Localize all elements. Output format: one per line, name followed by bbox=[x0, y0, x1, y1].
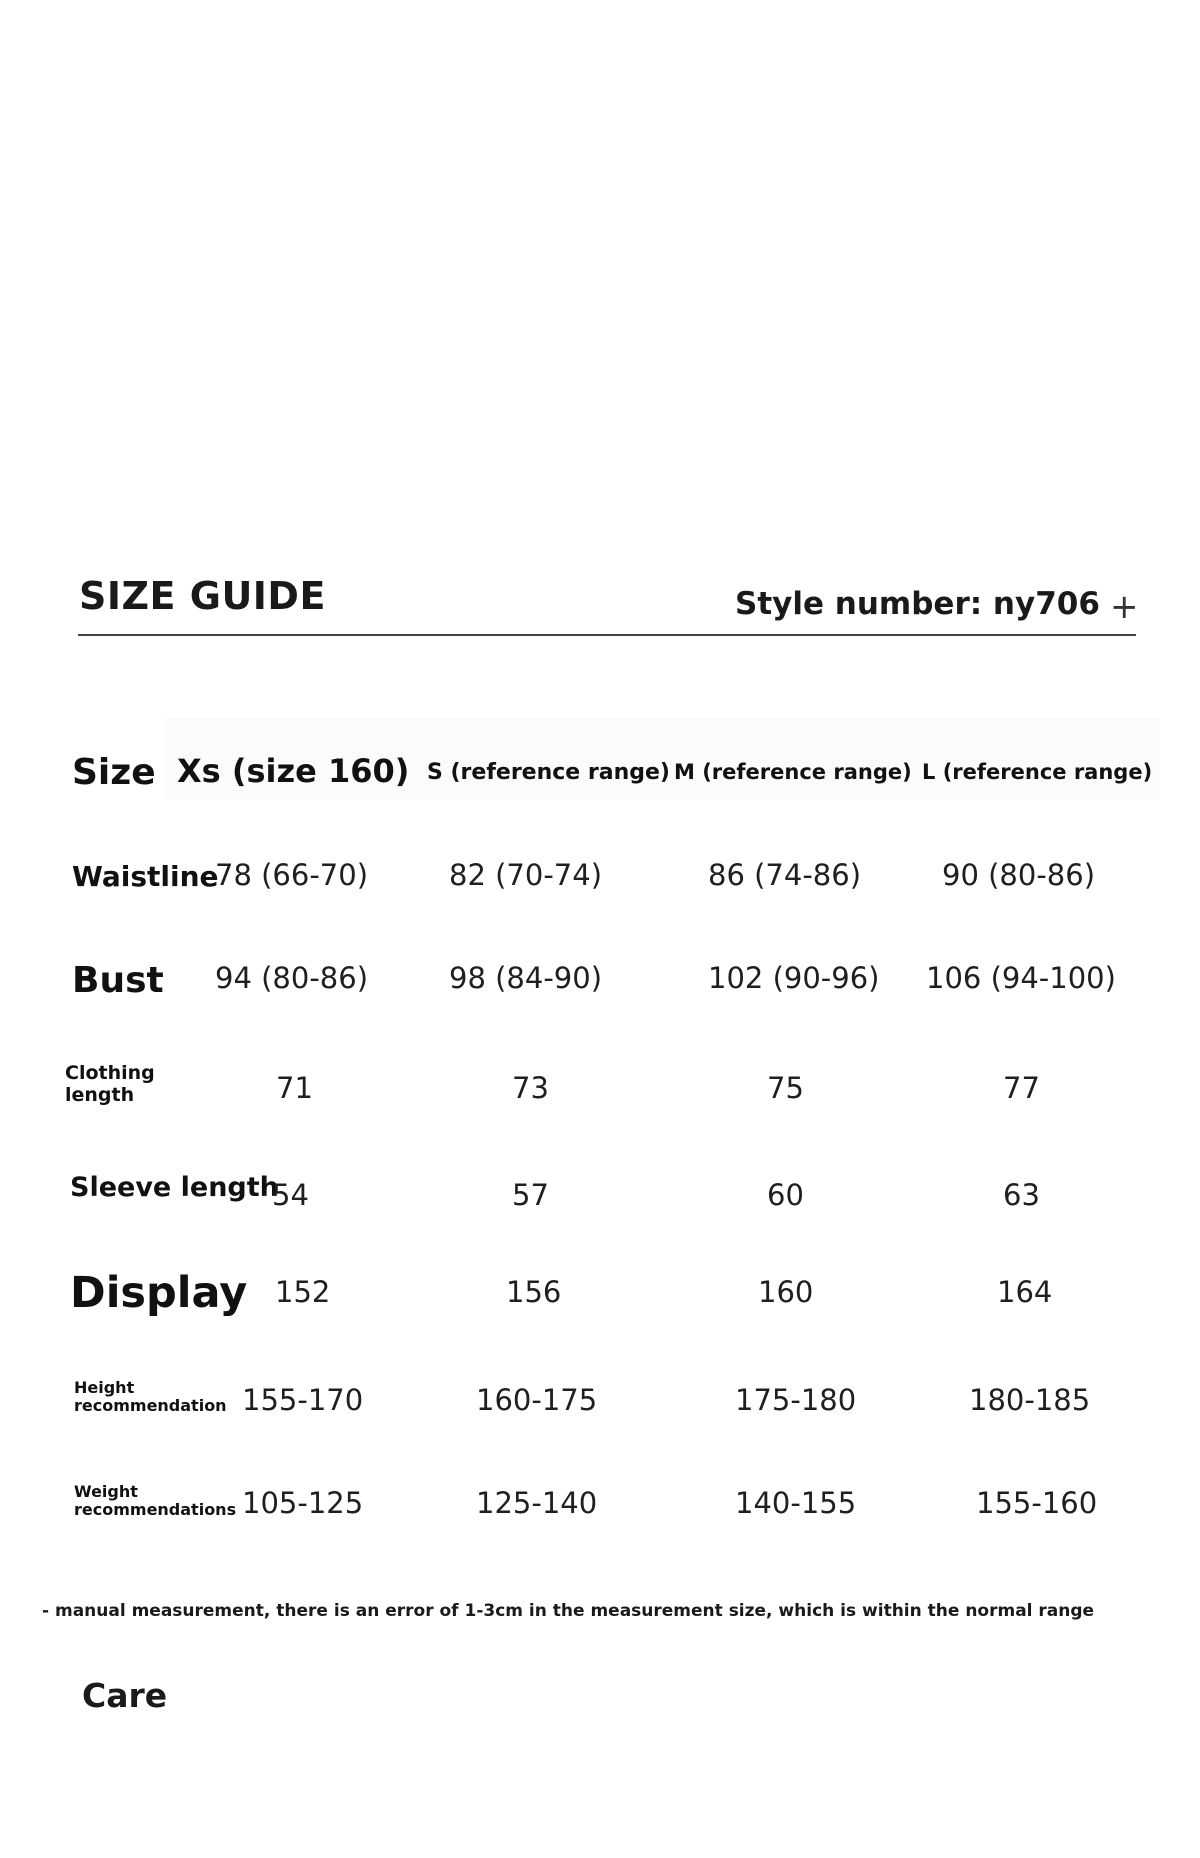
size-label: Size bbox=[72, 752, 156, 793]
cell-display-xs: 152 bbox=[275, 1275, 331, 1309]
cell-sleeve-length-xs: 54 bbox=[272, 1178, 309, 1212]
cell-weight-s: 125-140 bbox=[476, 1486, 598, 1520]
cell-weight-l: 155-160 bbox=[976, 1486, 1098, 1520]
cell-waistline-l: 90 (80-86) bbox=[942, 858, 1096, 892]
cell-sleeve-length-m: 60 bbox=[767, 1178, 804, 1212]
cell-display-s: 156 bbox=[506, 1275, 562, 1309]
cell-weight-m: 140-155 bbox=[735, 1486, 857, 1520]
cell-sleeve-length-l: 63 bbox=[1003, 1178, 1040, 1212]
cell-waistline-s: 82 (70-74) bbox=[449, 858, 603, 892]
column-header-l: L (reference range) bbox=[922, 760, 1153, 784]
column-header-xs: Xs (size 160) bbox=[177, 752, 410, 790]
cell-height-s: 160-175 bbox=[476, 1383, 598, 1417]
cell-height-xs: 155-170 bbox=[242, 1383, 364, 1417]
cell-waistline-xs: 78 (66-70) bbox=[215, 858, 369, 892]
cell-clothing-length-l: 77 bbox=[1003, 1071, 1040, 1105]
cell-clothing-length-xs: 71 bbox=[276, 1071, 313, 1105]
row-label-bust: Bust bbox=[72, 960, 164, 1001]
cell-display-l: 164 bbox=[997, 1275, 1053, 1309]
measurement-footnote: - manual measurement, there is an error of 1-3cm in the measurement size, which is within the normal range bbox=[42, 1601, 1095, 1621]
cell-clothing-length-m: 75 bbox=[767, 1071, 804, 1105]
cell-display-m: 160 bbox=[758, 1275, 814, 1309]
row-label-weight-recommendations: Weight recommendations bbox=[74, 1482, 237, 1520]
cell-bust-s: 98 (84-90) bbox=[449, 961, 603, 995]
row-label-display: Display bbox=[70, 1268, 248, 1318]
cell-weight-xs: 105-125 bbox=[242, 1486, 364, 1520]
plus-icon[interactable]: + bbox=[1110, 587, 1139, 627]
care-heading: Care bbox=[82, 1676, 168, 1715]
cell-waistline-m: 86 (74-86) bbox=[708, 858, 862, 892]
cell-height-l: 180-185 bbox=[969, 1383, 1091, 1417]
column-header-m: M (reference range) bbox=[674, 760, 912, 784]
cell-clothing-length-s: 73 bbox=[512, 1071, 549, 1105]
style-number: Style number: ny706 bbox=[735, 586, 1100, 622]
row-label-waistline: Waistline bbox=[72, 860, 219, 893]
cell-sleeve-length-s: 57 bbox=[512, 1178, 549, 1212]
row-label-clothing-length: Clothing length bbox=[65, 1062, 155, 1106]
cell-height-m: 175-180 bbox=[735, 1383, 857, 1417]
cell-bust-l: 106 (94-100) bbox=[926, 961, 1116, 995]
cell-bust-xs: 94 (80-86) bbox=[215, 961, 369, 995]
size-guide-title: SIZE GUIDE bbox=[79, 574, 326, 618]
cell-bust-m: 102 (90-96) bbox=[708, 961, 880, 995]
row-label-height-recommendation: Height recommendation bbox=[74, 1378, 227, 1416]
header-divider bbox=[78, 634, 1136, 636]
row-label-sleeve-length: Sleeve length bbox=[70, 1172, 279, 1203]
column-header-s: S (reference range) bbox=[427, 760, 670, 785]
